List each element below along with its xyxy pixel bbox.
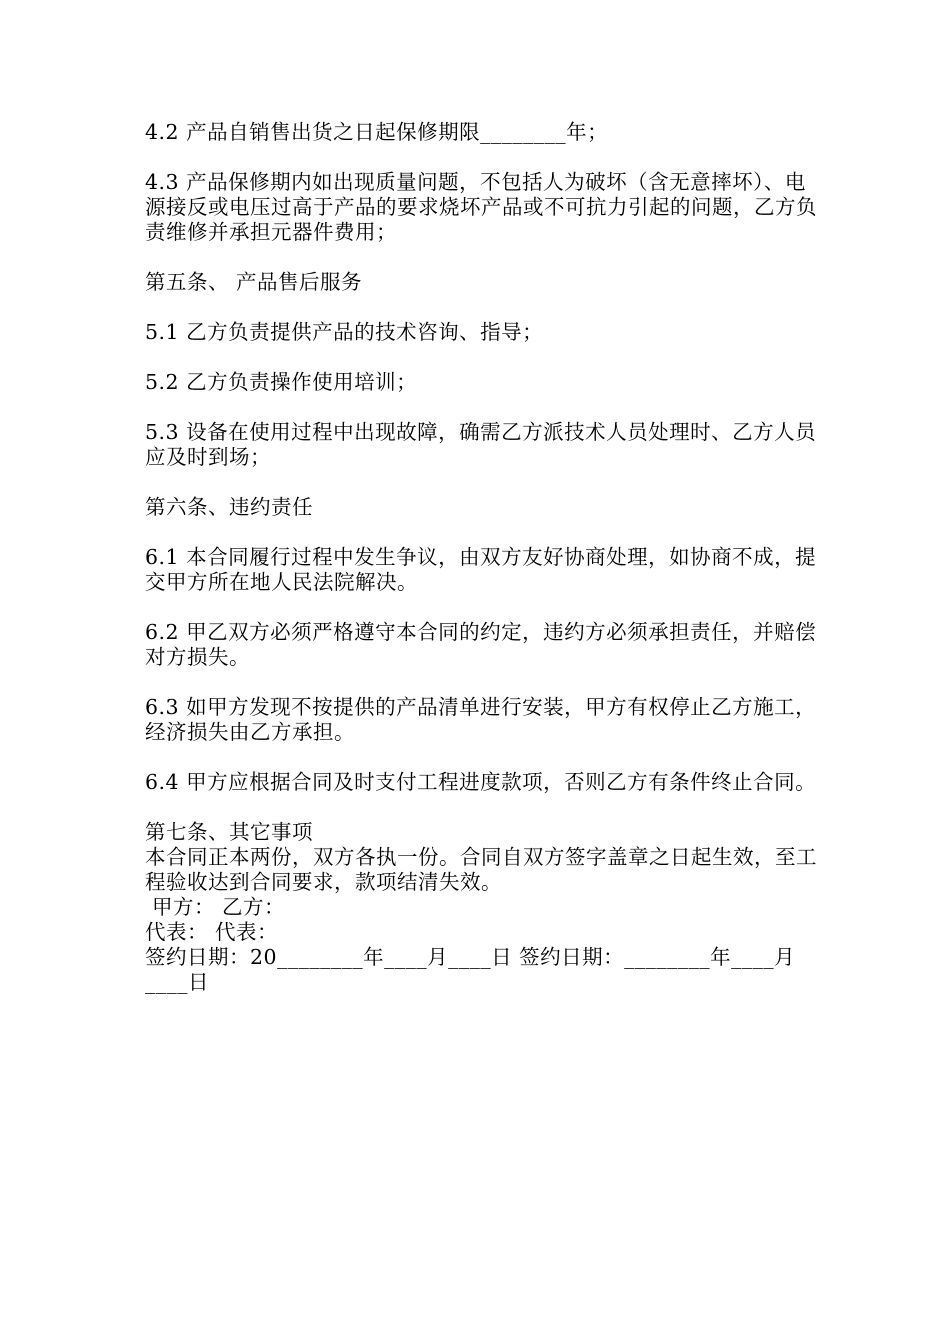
representatives-line: 代表： 代表： bbox=[145, 920, 279, 944]
parties-line: 甲方： 乙方： bbox=[145, 895, 286, 919]
clause-6-3: 6.3 如甲方发现不按提供的产品清单进行安装，甲方有权停止乙方施工，经济损失由乙方承担。 bbox=[145, 695, 817, 744]
document-body bbox=[145, 120, 817, 995]
signature-date-line: 签约日期：20________年____月____日 签约日期：________年____月____日 bbox=[145, 945, 796, 994]
clause-5-1: 5.1 乙方负责提供产品的技术咨询、指导； bbox=[145, 320, 544, 344]
clause-6-2: 6.2 甲乙双方必须严格遵守本合同的约定，违约方必须承担责任，并赔偿对方损失。 bbox=[145, 620, 817, 669]
clause-6-4: 6.4 甲方应根据合同及时支付工程进度款项，否则乙方有条件终止合同。 bbox=[145, 770, 817, 794]
section-6-heading: 第六条、违约责任 bbox=[145, 495, 313, 519]
clause-6-1: 6.1 本合同履行过程中发生争议，由双方友好协商处理，如协商不成，提交甲方所在地人民法院解决。 bbox=[145, 545, 817, 594]
section-7-text: 本合同正本两份，双方各执一份。合同自双方签字盖章之日起生效，至工程验收达到合同要求，款项结清失效。 bbox=[145, 845, 817, 894]
clause-5-2: 5.2 乙方负责操作使用培训； bbox=[145, 370, 418, 394]
section-5-heading: 第五条、 产品售后服务 bbox=[145, 270, 363, 294]
clause-4-3: 4.3 产品保修期内如出现质量问题，不包括人为破坏（含无意摔坏）、电源接反或电压过高于产品的要求烧坏产品或不可抗力引起的问题，乙方负责维修并承担元器件费用； bbox=[145, 170, 817, 244]
clause-5-3: 5.3 设备在使用过程中出现故障，确需乙方派技术人员处理时、乙方人员应及时到场； bbox=[145, 420, 817, 469]
clause-4-2: 4.2 产品自销售出货之日起保修期限________年； bbox=[145, 120, 609, 144]
section-7-heading: 第七条、其它事项 bbox=[145, 820, 313, 844]
